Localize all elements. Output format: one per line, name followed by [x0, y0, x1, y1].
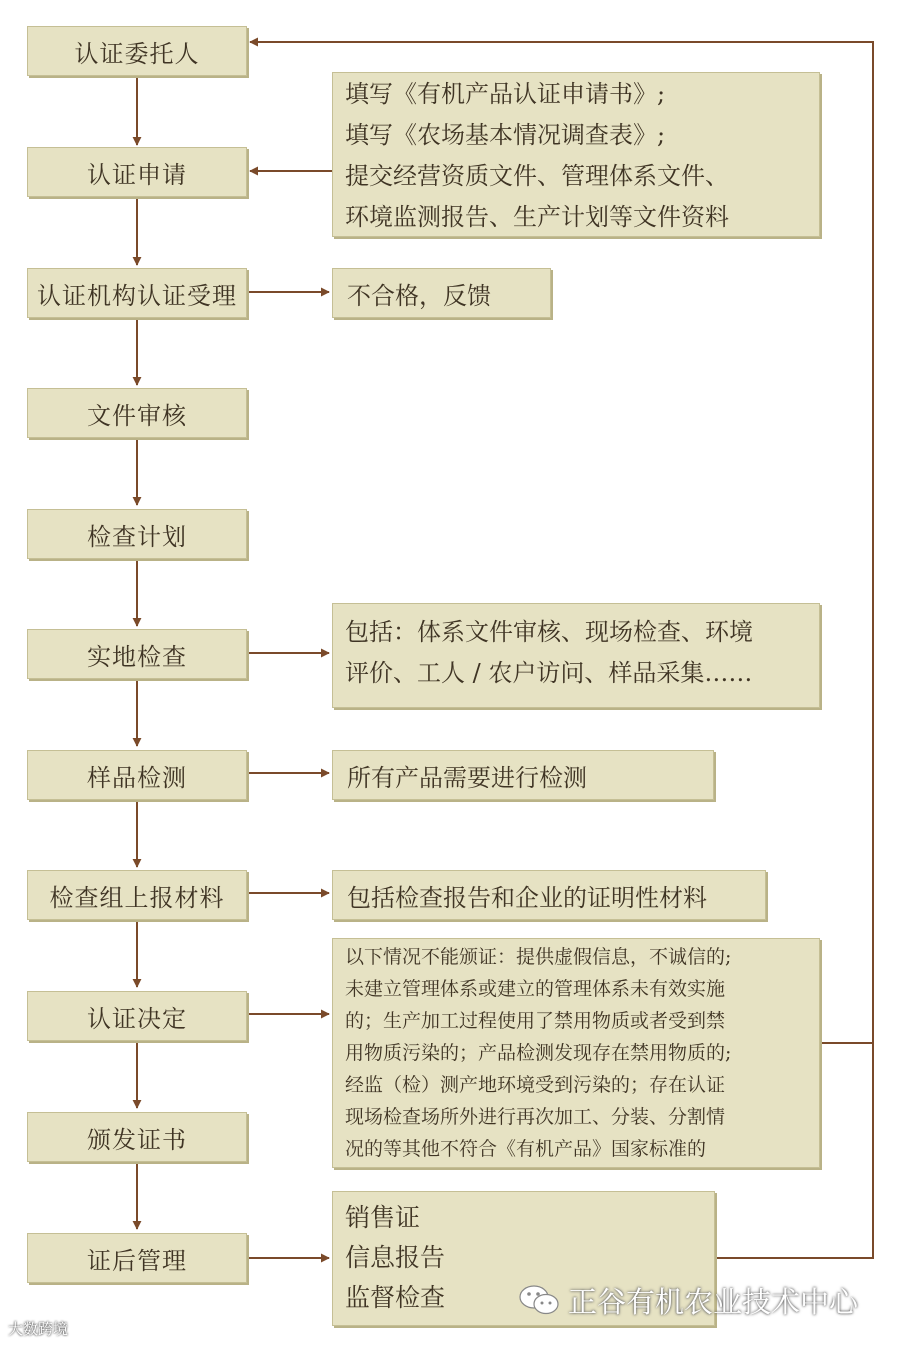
note-report — [332, 870, 766, 920]
watermark-text: 正谷有机农业技术中心 — [568, 1284, 859, 1319]
note-line: 销售证 — [345, 1203, 421, 1232]
note-line: 环境监测报告、生产计划等文件资料 — [345, 203, 729, 231]
step-box-post-management — [27, 1233, 247, 1283]
note-application — [332, 72, 820, 237]
note-line: 用物质污染的；产品检测发现存在禁用物质的; — [345, 1042, 732, 1064]
wechat-icon — [518, 1283, 560, 1317]
note-testing — [332, 750, 714, 800]
note-line: 评价、工人 / 农户访问、样品采集…… — [345, 659, 753, 687]
step-box-certificate — [27, 1112, 247, 1162]
note-line: 填写《有机产品认证申请书》; — [345, 80, 666, 108]
note-line: 不合格，反馈 — [347, 281, 491, 310]
step-label: 认证机构认证受理 — [37, 281, 237, 310]
step-label: 文件审核 — [87, 401, 187, 430]
note-line: 经监（检）测产地环境受到污染的；存在认证 — [345, 1074, 726, 1096]
watermark-left — [8, 1318, 68, 1339]
step-box-document-review — [27, 388, 247, 438]
note-line: 现场检查场所外进行再次加工、分装、分割情 — [345, 1106, 726, 1128]
step-label: 认证委托人 — [74, 39, 200, 68]
note-line: 未建立管理体系或建立的管理体系未有效实施 — [345, 978, 726, 1000]
step-box-inspection-plan — [27, 509, 247, 559]
step-box-client — [27, 26, 247, 76]
note-line: 所有产品需要进行检测 — [347, 763, 587, 792]
step-box-decision — [27, 991, 247, 1041]
step-label: 检查计划 — [87, 522, 187, 551]
note-line: 以下情况不能颁证：提供虚假信息，不诚信的; — [345, 946, 732, 968]
step-label: 样品检测 — [87, 763, 187, 792]
step-label: 认证决定 — [87, 1004, 187, 1033]
step-label: 检查组上报材料 — [49, 883, 225, 912]
note-line: 填写《农场基本情况调查表》; — [345, 121, 666, 149]
step-box-application — [27, 147, 247, 197]
note-line: 信息报告 — [345, 1243, 446, 1272]
step-box-sample-testing — [27, 750, 247, 800]
note-line: 包括检查报告和企业的证明性材料 — [347, 883, 707, 912]
note-line: 的；生产加工过程使用了禁用物质或者受到禁 — [345, 1010, 726, 1032]
watermark-right — [518, 1282, 858, 1318]
step-label: 颁发证书 — [87, 1125, 187, 1154]
note-line: 监督检查 — [345, 1283, 446, 1312]
step-label: 实地检查 — [87, 642, 187, 671]
note-line: 提交经营资质文件、管理体系文件、 — [345, 162, 729, 190]
watermark-text: 大数跨境 — [8, 1320, 69, 1338]
note-decision — [332, 938, 820, 1168]
step-box-report-submission — [27, 870, 247, 920]
step-label: 认证申请 — [87, 160, 187, 189]
step-box-acceptance — [27, 268, 247, 318]
step-label: 证后管理 — [87, 1246, 187, 1275]
step-box-onsite-inspection — [27, 629, 247, 679]
note-line: 况的等其他不符合《有机产品》国家标准的 — [345, 1138, 707, 1160]
note-inspection — [332, 603, 820, 708]
note-acceptance — [332, 268, 551, 318]
note-line: 包括：体系文件审核、现场检查、环境 — [345, 618, 753, 646]
